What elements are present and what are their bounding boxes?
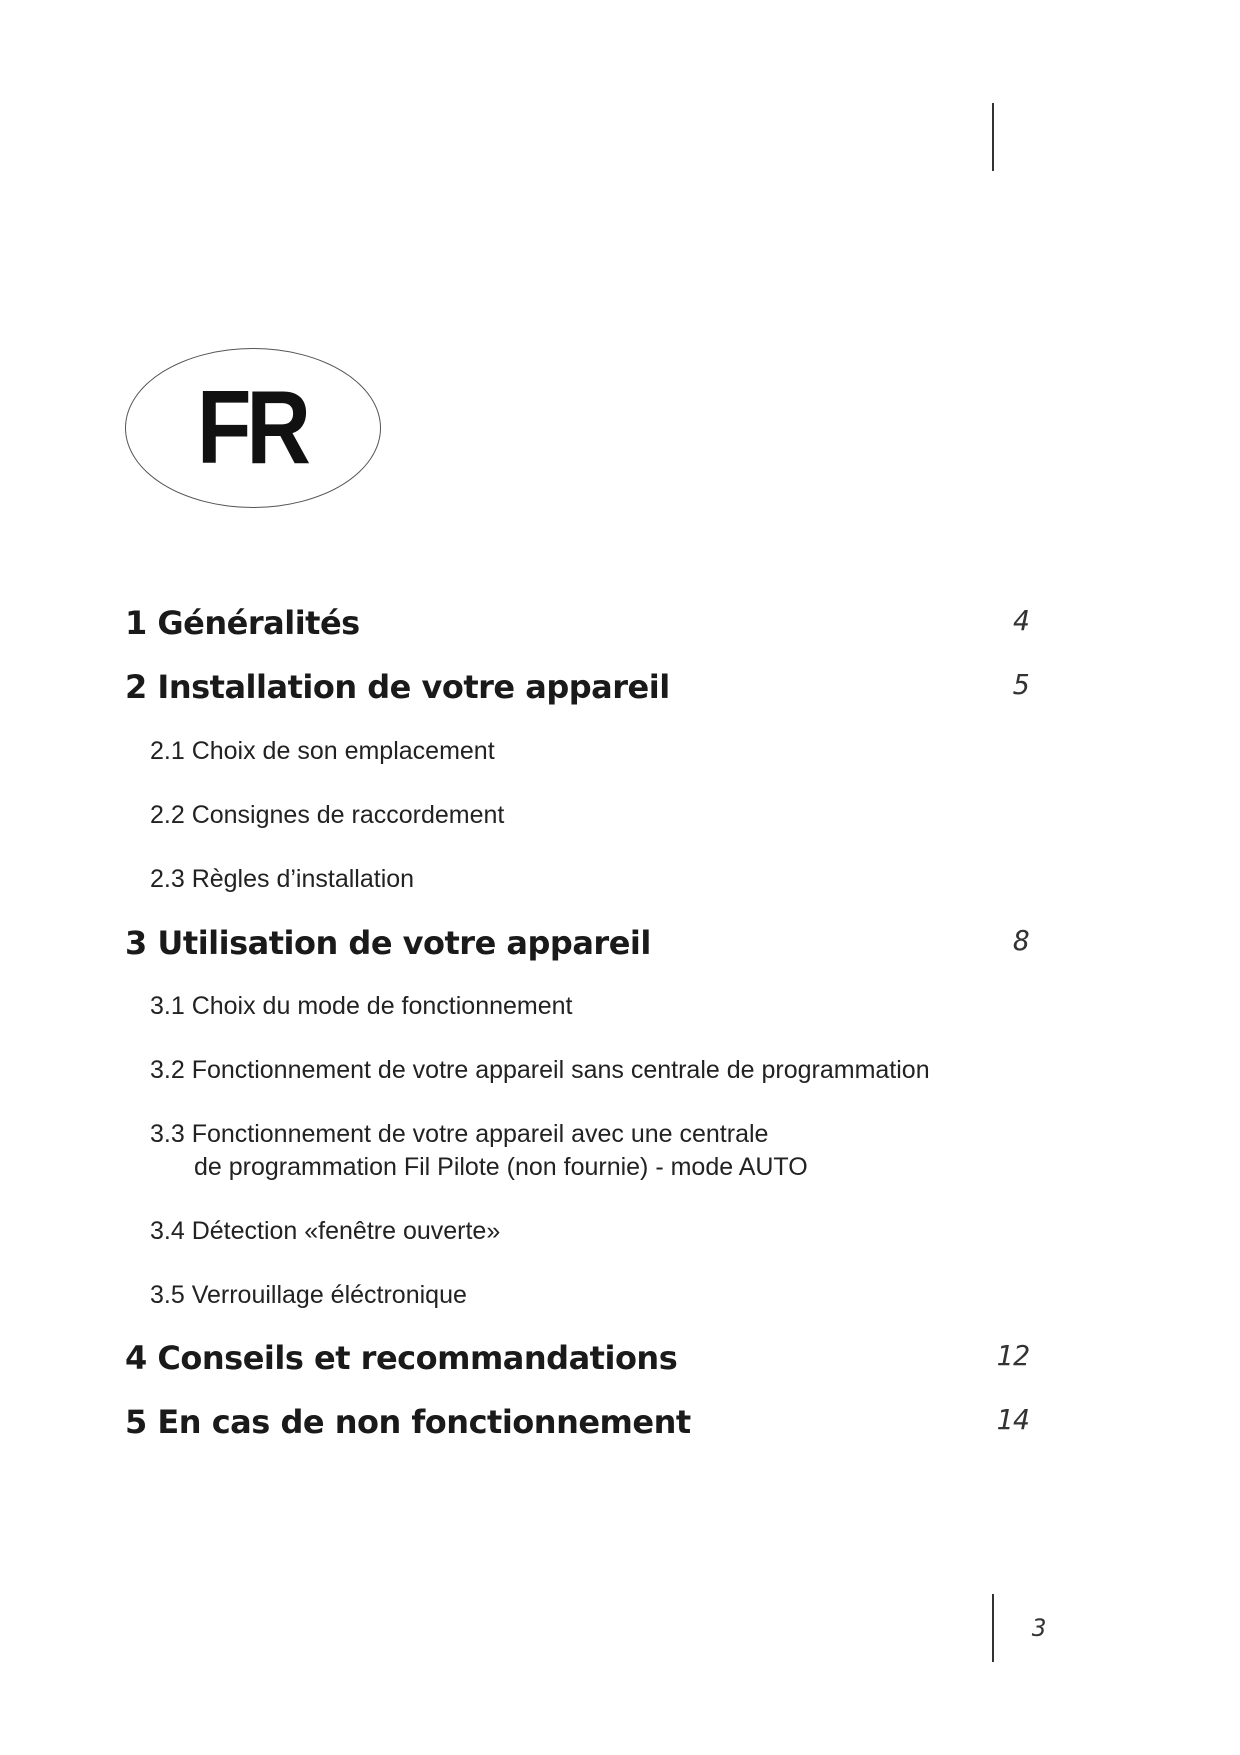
language-badge xyxy=(125,348,381,508)
toc-section-page: 8 xyxy=(1013,924,1030,957)
top-margin-rule xyxy=(992,103,994,171)
toc-section-page: 5 xyxy=(1013,668,1030,701)
toc-subsection-2-1[interactable]: 2.1 Choix de son emplacement xyxy=(150,737,495,765)
toc-section-title: 2 Installation de votre appareil xyxy=(125,668,670,706)
toc-subsection-3-5[interactable]: 3.5 Verrouillage éléctronique xyxy=(150,1281,467,1309)
toc-subsection-3-4[interactable]: 3.4 Détection «fenêtre ouverte» xyxy=(150,1217,501,1245)
toc-subsection-2-2[interactable]: 2.2 Consignes de raccordement xyxy=(150,801,505,829)
toc-subsection-3-1[interactable]: 3.1 Choix du mode de fonctionnement xyxy=(150,992,573,1020)
bottom-margin-rule xyxy=(992,1594,994,1662)
toc-section-title: 5 En cas de non fonctionnement xyxy=(125,1403,691,1441)
language-code: FR xyxy=(196,369,306,486)
toc-section-page: 4 xyxy=(1013,604,1030,637)
page-number: 3 xyxy=(1032,1614,1047,1642)
toc-section-page: 14 xyxy=(996,1403,1030,1436)
toc-subsection-2-3[interactable]: 2.3 Règles d’installation xyxy=(150,865,415,893)
toc-section-page: 12 xyxy=(996,1339,1030,1372)
toc-section-title: 4 Conseils et recommandations xyxy=(125,1339,678,1377)
toc-subsection-3-3-continuation[interactable]: de programmation Fil Pilote (non fournie) - mode AUTO xyxy=(194,1153,808,1181)
toc-subsection-3-2[interactable]: 3.2 Fonctionnement de votre appareil sans centrale de programmation xyxy=(150,1056,930,1084)
toc-subsection-3-3[interactable]: 3.3 Fonctionnement de votre appareil avec une centrale xyxy=(150,1120,769,1148)
toc-section-title: 3 Utilisation de votre appareil xyxy=(125,924,651,962)
toc-section-title: 1 Généralités xyxy=(125,604,360,642)
